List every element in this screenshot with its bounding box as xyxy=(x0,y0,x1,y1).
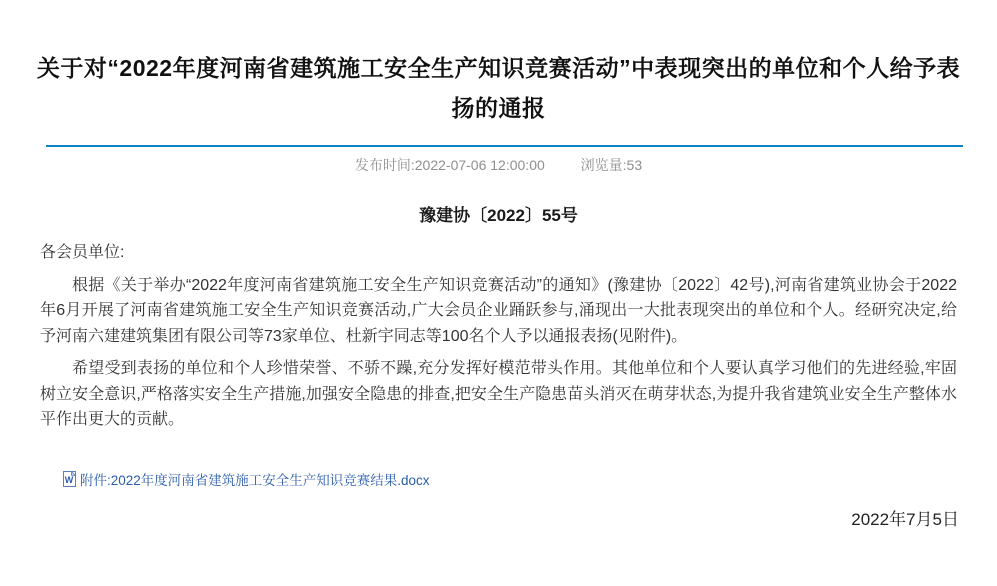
body-paragraph-1: 根据《关于举办“2022年度河南省建筑施工安全生产知识竞赛活动”的通知》(豫建协〔2022〕42号),河南省建筑业协会于2022年6月开展了河南省建筑施工安全生产知识竞赛活动,广大会员企业踊跃参与,涌现出一大批表现突出的单位和个人。经研究决定,给予河南六建建筑集团有限公司等73家单位、杜新宇同志等100名个人予以通报表扬(见附件)。 xyxy=(40,276,957,345)
document-body xyxy=(40,240,957,433)
meta-row xyxy=(0,155,997,175)
document-page xyxy=(0,48,997,586)
document-number: 豫建协〔2022〕55号 xyxy=(419,206,578,225)
document-date: 2022年7月5日 xyxy=(851,509,959,529)
salutation: 各会员单位: xyxy=(40,244,125,261)
svg-text:W: W xyxy=(64,474,74,485)
publish-time: 发布时间:2022-07-06 12:00:00 xyxy=(354,157,545,173)
title-divider xyxy=(46,145,963,147)
attachment-row xyxy=(62,469,997,489)
attachment-link[interactable]: 附件:2022年度河南省建筑施工安全生产知识竞赛结果.docx xyxy=(80,472,430,488)
page-title: 关于对“2022年度河南省建筑施工安全生产知识竞赛活动”中表现突出的单位和个人给予表扬的通报 xyxy=(36,55,961,121)
word-document-icon xyxy=(62,471,77,487)
body-paragraph-2: 希望受到表扬的单位和个人珍惜荣誉、不骄不躁,充分发挥好模范带头作用。其他单位和个人要认真学习他们的先进经验,牢固树立安全意识,严格落实安全生产措施,加强安全隐患的排查,把安全生产隐患苗头消灭在萌芽状态,为提升我省建筑业安全生产整体水平作出更大的贡献。 xyxy=(40,360,957,428)
view-count: 浏览量:53 xyxy=(580,157,643,173)
